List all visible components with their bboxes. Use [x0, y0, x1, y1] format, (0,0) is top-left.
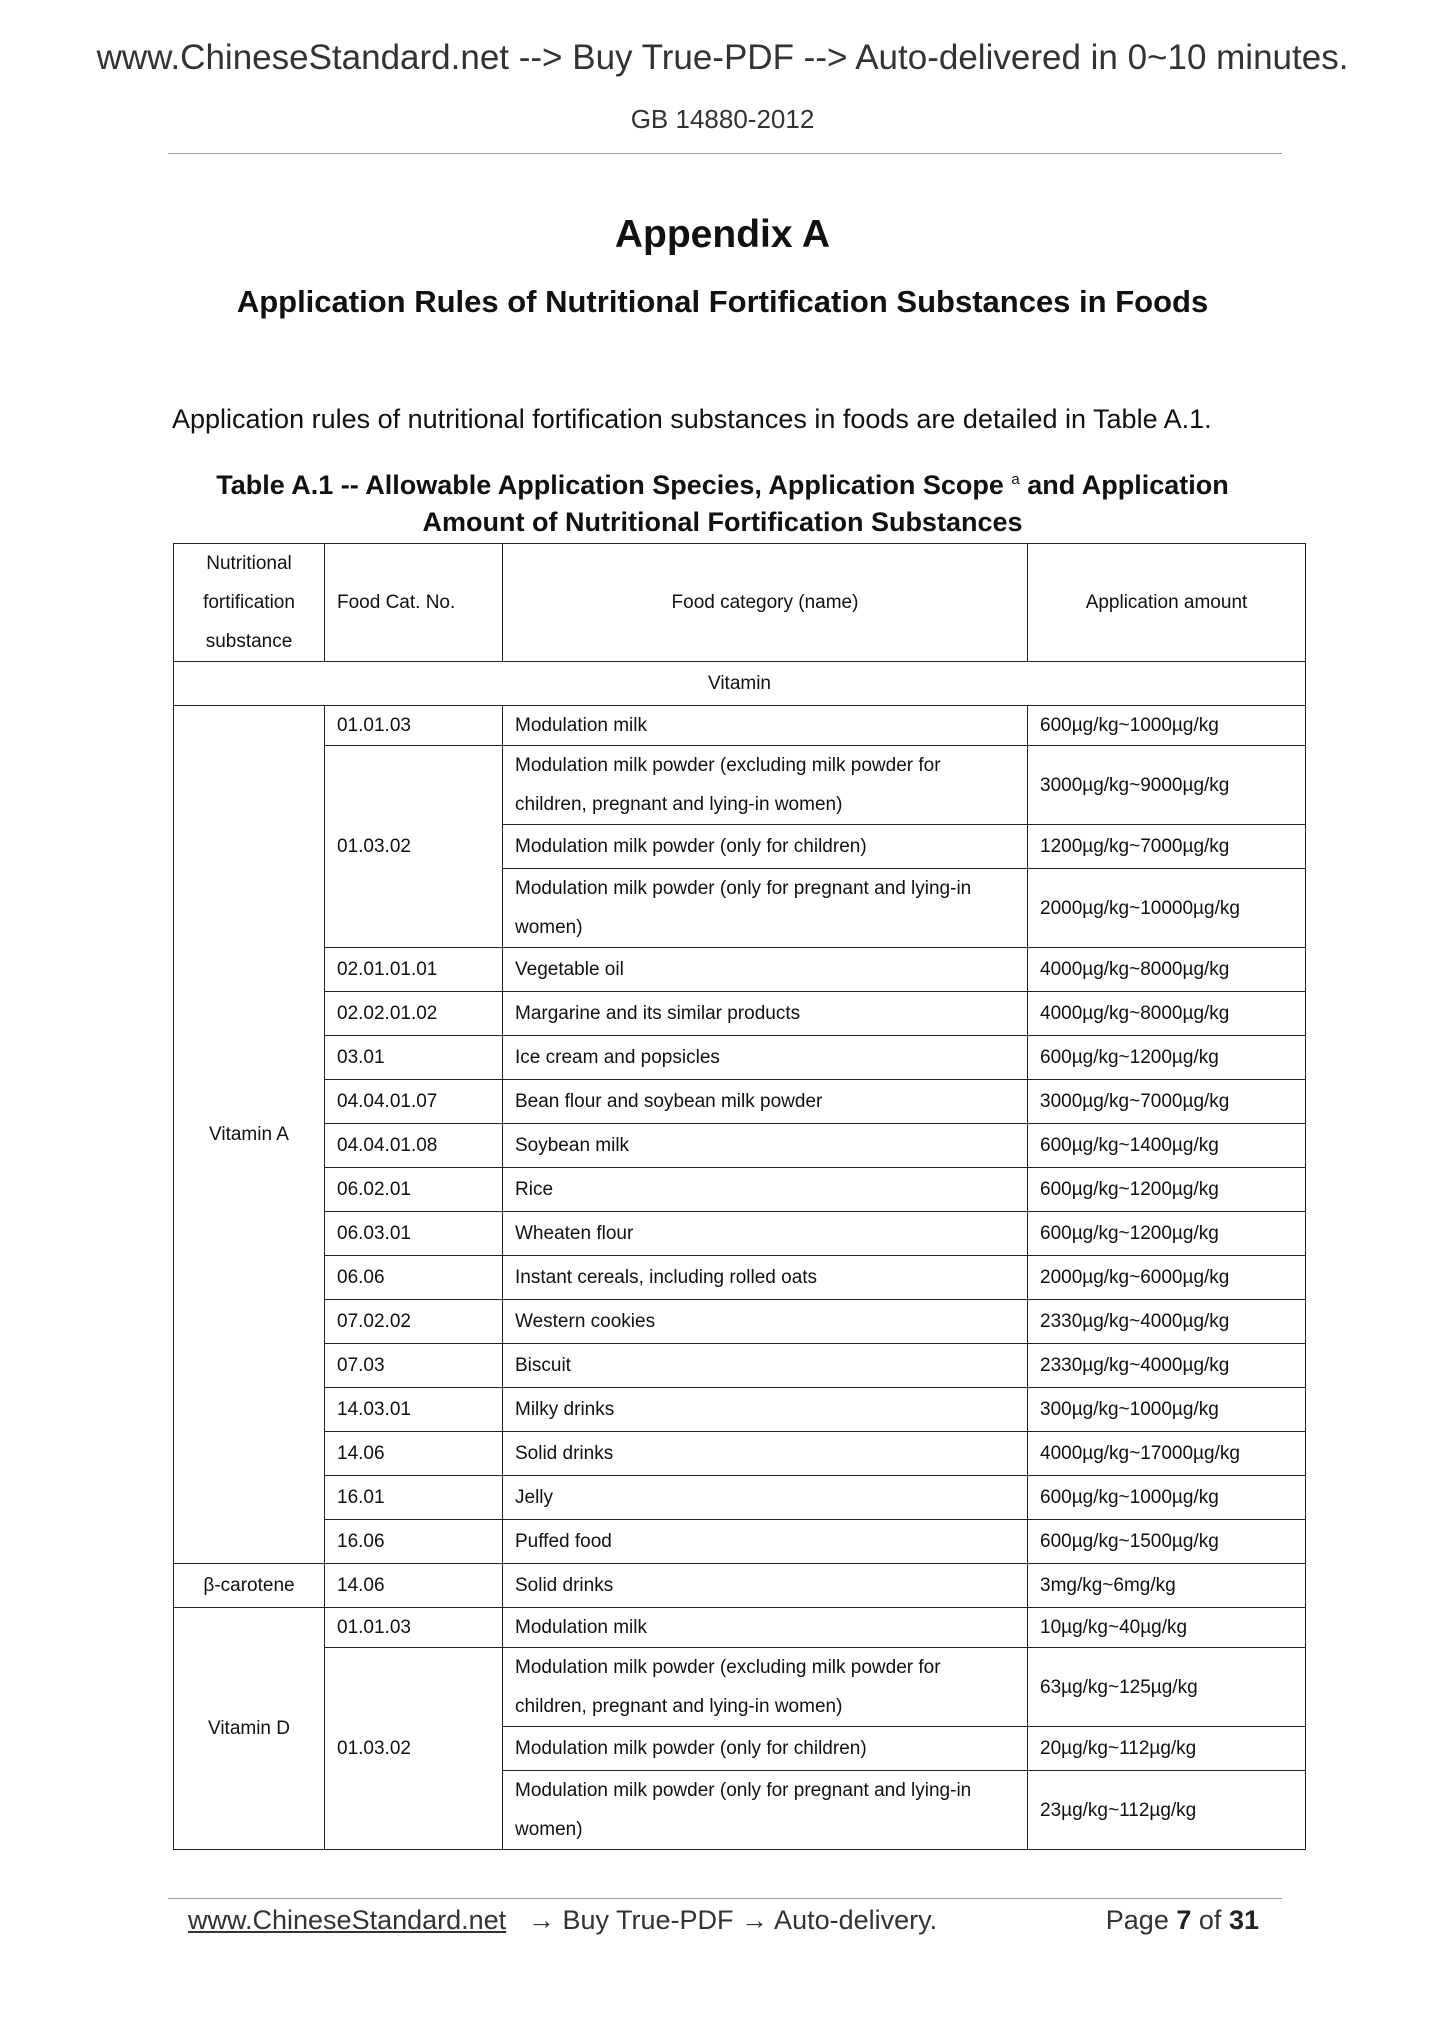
amount-cell: 63µg/kg~125µg/kg: [1028, 1648, 1306, 1727]
substance-beta-carotene: β-carotene: [174, 1564, 325, 1608]
amount-cell: 2000µg/kg~10000µg/kg: [1028, 869, 1306, 948]
cat-no-cell: 16.06: [325, 1520, 503, 1564]
cat-no-cell: 14.06: [325, 1432, 503, 1476]
category-cell: Rice: [503, 1168, 1028, 1212]
category-cell: Wheaten flour: [503, 1212, 1028, 1256]
substance-vitamin-a: Vitamin A: [174, 706, 325, 1564]
page-number: 7: [1176, 1905, 1192, 1935]
category-cell: Western cookies: [503, 1300, 1028, 1344]
amount-cell: 2330µg/kg~4000µg/kg: [1028, 1300, 1306, 1344]
amount-cell: 20µg/kg~112µg/kg: [1028, 1727, 1306, 1771]
category-cell: Modulation milk powder (excluding milk powder for children, pregnant and lying-in women): [503, 1648, 1028, 1727]
table-row: [174, 1256, 1306, 1300]
category-cell: Modulation milk powder (only for pregnant and lying-in women): [503, 1771, 1028, 1850]
category-cell: Solid drinks: [503, 1432, 1028, 1476]
table-header-row: [174, 544, 1306, 662]
table-row: [174, 746, 1306, 825]
category-cell: Margarine and its similar products: [503, 992, 1028, 1036]
caption-text-b: and Application: [1027, 470, 1229, 500]
amount-cell: 2330µg/kg~4000µg/kg: [1028, 1344, 1306, 1388]
amount-cell: 3000µg/kg~7000µg/kg: [1028, 1080, 1306, 1124]
caption-text-a: Table A.1 -- Allowable Application Species, Application Scope: [216, 470, 1004, 500]
table-row: [174, 948, 1306, 992]
header-divider: [168, 153, 1282, 154]
appendix-subtitle: Application Rules of Nutritional Fortification Substances in Foods: [236, 284, 1209, 319]
category-cell: Solid drinks: [503, 1564, 1028, 1608]
category-cell: Puffed food: [503, 1520, 1028, 1564]
table-row: [174, 1648, 1306, 1727]
footer-divider: [168, 1898, 1282, 1899]
fortification-table: [173, 543, 1306, 1850]
category-cell: Modulation milk powder (only for pregnant and lying-in women): [503, 869, 1028, 948]
table-row: [174, 1520, 1306, 1564]
category-cell: Modulation milk powder (only for children): [503, 825, 1028, 869]
cat-no-cell: 07.03: [325, 1344, 503, 1388]
amount-cell: 2000µg/kg~6000µg/kg: [1028, 1256, 1306, 1300]
of-word: of: [1198, 1905, 1222, 1935]
amount-cell: 600µg/kg~1200µg/kg: [1028, 1212, 1306, 1256]
table-row: [174, 1300, 1306, 1344]
cat-no-cell: 02.02.01.02: [325, 992, 503, 1036]
table-caption-line-2: Amount of Nutritional Fortification Substances: [422, 507, 1023, 537]
table-row: [174, 1432, 1306, 1476]
category-cell: Biscuit: [503, 1344, 1028, 1388]
table-row: [174, 1344, 1306, 1388]
amount-cell: 300µg/kg~1000µg/kg: [1028, 1388, 1306, 1432]
intro-paragraph: Application rules of nutritional fortification substances in foods are detailed in Table A.1.: [172, 404, 1212, 434]
table-row: [174, 1476, 1306, 1520]
category-cell: Ice cream and popsicles: [503, 1036, 1028, 1080]
cat-no-cell: 01.01.03: [325, 1608, 503, 1648]
amount-cell: 600µg/kg~1200µg/kg: [1028, 1036, 1306, 1080]
table-row: [174, 1036, 1306, 1080]
amount-cell: 3000µg/kg~9000µg/kg: [1028, 746, 1306, 825]
section-label-vitamin: Vitamin: [174, 662, 1306, 706]
section-row-vitamin: [174, 662, 1306, 706]
amount-cell: 4000µg/kg~8000µg/kg: [1028, 948, 1306, 992]
page-indicator: [1106, 1905, 1259, 1936]
cat-no-cell: 06.03.01: [325, 1212, 503, 1256]
table-row: [174, 1212, 1306, 1256]
amount-cell: 23µg/kg~112µg/kg: [1028, 1771, 1306, 1850]
category-cell: Bean flour and soybean milk powder: [503, 1080, 1028, 1124]
cat-no-cell: 06.02.01: [325, 1168, 503, 1212]
footer-site-link[interactable]: www.ChineseStandard.net: [188, 1905, 507, 1935]
cat-no-cell: 07.02.02: [325, 1300, 503, 1344]
page-word: Page: [1105, 1905, 1169, 1935]
footer-tagline: → Buy True-PDF → Auto-delivery.: [528, 1905, 938, 1935]
cat-no-cell: 14.03.01: [325, 1388, 503, 1432]
table-row: [174, 706, 1306, 746]
amount-cell: 4000µg/kg~17000µg/kg: [1028, 1432, 1306, 1476]
cat-no-cell: 01.03.02: [325, 746, 503, 948]
header-cat-no: Food Cat. No.: [325, 544, 503, 662]
table-row: [174, 992, 1306, 1036]
category-cell: Soybean milk: [503, 1124, 1028, 1168]
table-caption-line-1: [0, 470, 1445, 501]
amount-cell: 10µg/kg~40µg/kg: [1028, 1608, 1306, 1648]
amount-cell: 600µg/kg~1500µg/kg: [1028, 1520, 1306, 1564]
category-cell: Milky drinks: [503, 1388, 1028, 1432]
amount-cell: 3mg/kg~6mg/kg: [1028, 1564, 1306, 1608]
cat-no-cell: 14.06: [325, 1564, 503, 1608]
amount-cell: 600µg/kg~1000µg/kg: [1028, 706, 1306, 746]
appendix-title: Appendix A: [614, 213, 831, 256]
table-row: [174, 1564, 1306, 1608]
cat-no-cell: 03.01: [325, 1036, 503, 1080]
document-code: GB 14880-2012: [630, 104, 815, 134]
category-cell: Modulation milk: [503, 1608, 1028, 1648]
amount-cell: 600µg/kg~1400µg/kg: [1028, 1124, 1306, 1168]
table-row: [174, 1388, 1306, 1432]
amount-cell: 600µg/kg~1200µg/kg: [1028, 1168, 1306, 1212]
page-total: 31: [1228, 1905, 1259, 1935]
table-row: [174, 1124, 1306, 1168]
amount-cell: 4000µg/kg~8000µg/kg: [1028, 992, 1306, 1036]
cat-no-cell: 16.01: [325, 1476, 503, 1520]
caption-footnote-mark: a: [1011, 471, 1020, 488]
category-cell: Jelly: [503, 1476, 1028, 1520]
amount-cell: 1200µg/kg~7000µg/kg: [1028, 825, 1306, 869]
cat-no-cell: 06.06: [325, 1256, 503, 1300]
table-row: [174, 1080, 1306, 1124]
amount-cell: 600µg/kg~1000µg/kg: [1028, 1476, 1306, 1520]
table-row: [174, 1168, 1306, 1212]
substance-vitamin-d: Vitamin D: [174, 1608, 325, 1850]
cat-no-cell: 01.01.03: [325, 706, 503, 746]
top-banner: www.ChineseStandard.net --> Buy True-PDF --> Auto-delivered in 0~10 minutes.: [96, 38, 1349, 77]
cat-no-cell: 01.03.02: [325, 1648, 503, 1850]
cat-no-cell: 04.04.01.08: [325, 1124, 503, 1168]
cat-no-cell: 04.04.01.07: [325, 1080, 503, 1124]
header-amount: Application amount: [1028, 544, 1306, 662]
header-substance: Nutritional fortification substance: [174, 544, 325, 662]
category-cell: Vegetable oil: [503, 948, 1028, 992]
category-cell: Modulation milk powder (excluding milk powder for children, pregnant and lying-in women): [503, 746, 1028, 825]
table-row: [174, 1608, 1306, 1648]
category-cell: Modulation milk: [503, 706, 1028, 746]
category-cell: Modulation milk powder (only for children): [503, 1727, 1028, 1771]
category-cell: Instant cereals, including rolled oats: [503, 1256, 1028, 1300]
cat-no-cell: 02.01.01.01: [325, 948, 503, 992]
header-category: Food category (name): [503, 544, 1028, 662]
